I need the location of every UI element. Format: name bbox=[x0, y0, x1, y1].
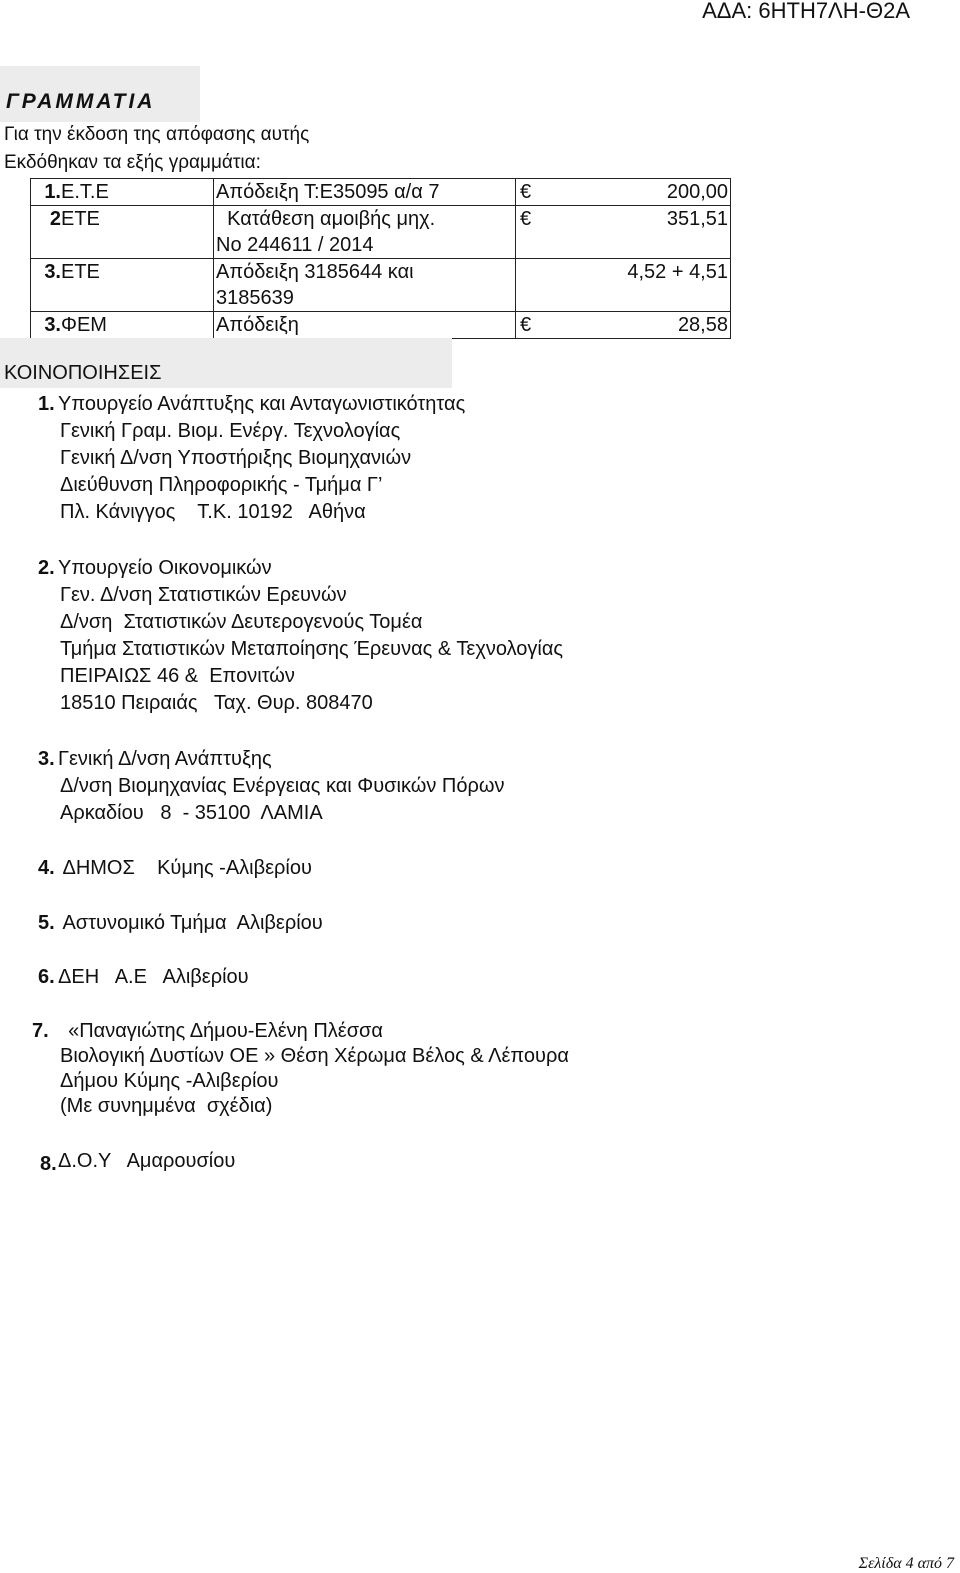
fee-amount: 4,52 + 4,51 bbox=[586, 259, 731, 312]
fee-num: 2 bbox=[31, 206, 62, 259]
recipient-line: Γεν. Δ/νση Στατιστικών Ερευνών bbox=[60, 584, 347, 606]
recipient-line: Διεύθυνση Πληροφορικής - Τμήμα Γ’ bbox=[60, 474, 383, 496]
recipient-line: Αστυνομικό Τμήμα Αλιβερίου bbox=[58, 912, 323, 934]
recipient-line: (Με συνημμένα σχέδια) bbox=[60, 1095, 273, 1117]
fees-table bbox=[30, 178, 731, 339]
fee-amount: 200,00 bbox=[586, 179, 731, 206]
ada-code: ΑΔΑ: 6ΗΤΗ7ΛΗ-Θ2Α bbox=[702, 0, 910, 23]
currency-symbol: € bbox=[516, 179, 587, 206]
fee-org: ΕΤΕ bbox=[61, 259, 214, 312]
table-row bbox=[31, 312, 731, 339]
recipient-line: Πλ. Κάνιγγος Τ.Κ. 10192 Αθήνα bbox=[60, 501, 366, 523]
currency-symbol bbox=[516, 259, 587, 312]
recipient-line: Βιολογική Δυστίων ΟΕ » Θέση Χέρωμα Βέλος & Λέπουρα bbox=[60, 1045, 569, 1067]
fee-desc: Απόδειξη bbox=[214, 312, 516, 339]
recipient-line: Δ/νση Στατιστικών Δευτερογενούς Τομέα bbox=[60, 611, 423, 633]
recipient-number: 6. bbox=[38, 966, 55, 988]
recipient-line: Δ/νση Βιομηχανίας Ενέργειας και Φυσικών Πόρων bbox=[60, 775, 505, 797]
table-row bbox=[31, 206, 731, 259]
recipient-number: 8. bbox=[40, 1153, 57, 1175]
fee-desc: Απόδειξη 3185644 και 3185639 bbox=[214, 259, 516, 312]
recipient-number: 5. bbox=[38, 912, 55, 934]
fee-num: 3. bbox=[31, 259, 62, 312]
recipient-line: Αρκαδίου 8 - 35100 ΛΑΜΙΑ bbox=[60, 802, 323, 824]
currency-symbol: € bbox=[516, 206, 587, 259]
fee-org: ΕΤΕ bbox=[61, 206, 214, 259]
fee-amount: 351,51 bbox=[586, 206, 731, 259]
currency-symbol: € bbox=[516, 312, 587, 339]
recipient-line: ΔΗΜΟΣ Κύμης -Αλιβερίου bbox=[58, 857, 312, 879]
fee-num: 1. bbox=[31, 179, 62, 206]
section-title: ΓΡΑΜΜΑΤΙΑ bbox=[6, 90, 156, 113]
recipient-number: 1. bbox=[38, 393, 55, 415]
fee-desc: Απόδειξη Τ:Ε35095 α/α 7 bbox=[214, 179, 516, 206]
recipient-line: Γενική Γραμ. Βιομ. Ενέργ. Τεχνολογίας bbox=[60, 420, 401, 442]
recipient-line: Υπουργείο Οικονομικών bbox=[58, 557, 272, 579]
recipient-line: Δ.Ο.Υ Αμαρουσίου bbox=[58, 1150, 236, 1172]
intro-line-1: Για την έκδοση της απόφασης αυτής bbox=[4, 124, 310, 145]
recipient-line: Γενική Δ/νση Ανάπτυξης bbox=[58, 748, 272, 770]
recipient-line: ΠΕΙΡΑΙΩΣ 46 & Επονιτών bbox=[60, 665, 295, 687]
fee-amount: 28,58 bbox=[586, 312, 731, 339]
recipient-line: Δήμου Κύμης -Αλιβερίου bbox=[60, 1070, 279, 1092]
recipient-line: «Παναγιώτης Δήμου-Ελένη Πλέσσα bbox=[57, 1020, 383, 1042]
recipient-line: Τμήμα Στατιστικών Μεταποίησης Έρευνας & Τεχνολογίας bbox=[60, 638, 564, 660]
notify-title: ΚΟΙΝΟΠΟΙΗΣΕΙΣ bbox=[4, 362, 162, 384]
recipient-number: 7. bbox=[32, 1020, 49, 1042]
fee-org: ΦΕΜ bbox=[61, 312, 214, 339]
table-row bbox=[31, 259, 731, 312]
table-row bbox=[31, 179, 731, 206]
recipient-number: 2. bbox=[38, 557, 55, 579]
fee-num: 3. bbox=[31, 312, 62, 339]
intro-line-2: Εκδόθηκαν τα εξής γραμμάτια: bbox=[4, 152, 261, 173]
recipient-line: ΔΕΗ Α.Ε Αλιβερίου bbox=[58, 966, 249, 988]
recipient-number: 4. bbox=[38, 857, 55, 879]
recipient-line: Υπουργείο Ανάπτυξης και Ανταγωνιστικότητας bbox=[58, 393, 466, 415]
fee-org: Ε.Τ.Ε bbox=[61, 179, 214, 206]
fee-desc: Κατάθεση αμοιβής μηχ. Νο 244611 / 2014 bbox=[214, 206, 516, 259]
recipient-line: Γενική Δ/νση Υποστήριξης Βιομηχανιών bbox=[60, 447, 412, 469]
page-number: Σελίδα 4 από 7 bbox=[858, 1555, 954, 1572]
recipient-number: 3. bbox=[38, 748, 55, 770]
recipient-line: 18510 Πειραιάς Ταχ. Θυρ. 808470 bbox=[60, 692, 373, 714]
